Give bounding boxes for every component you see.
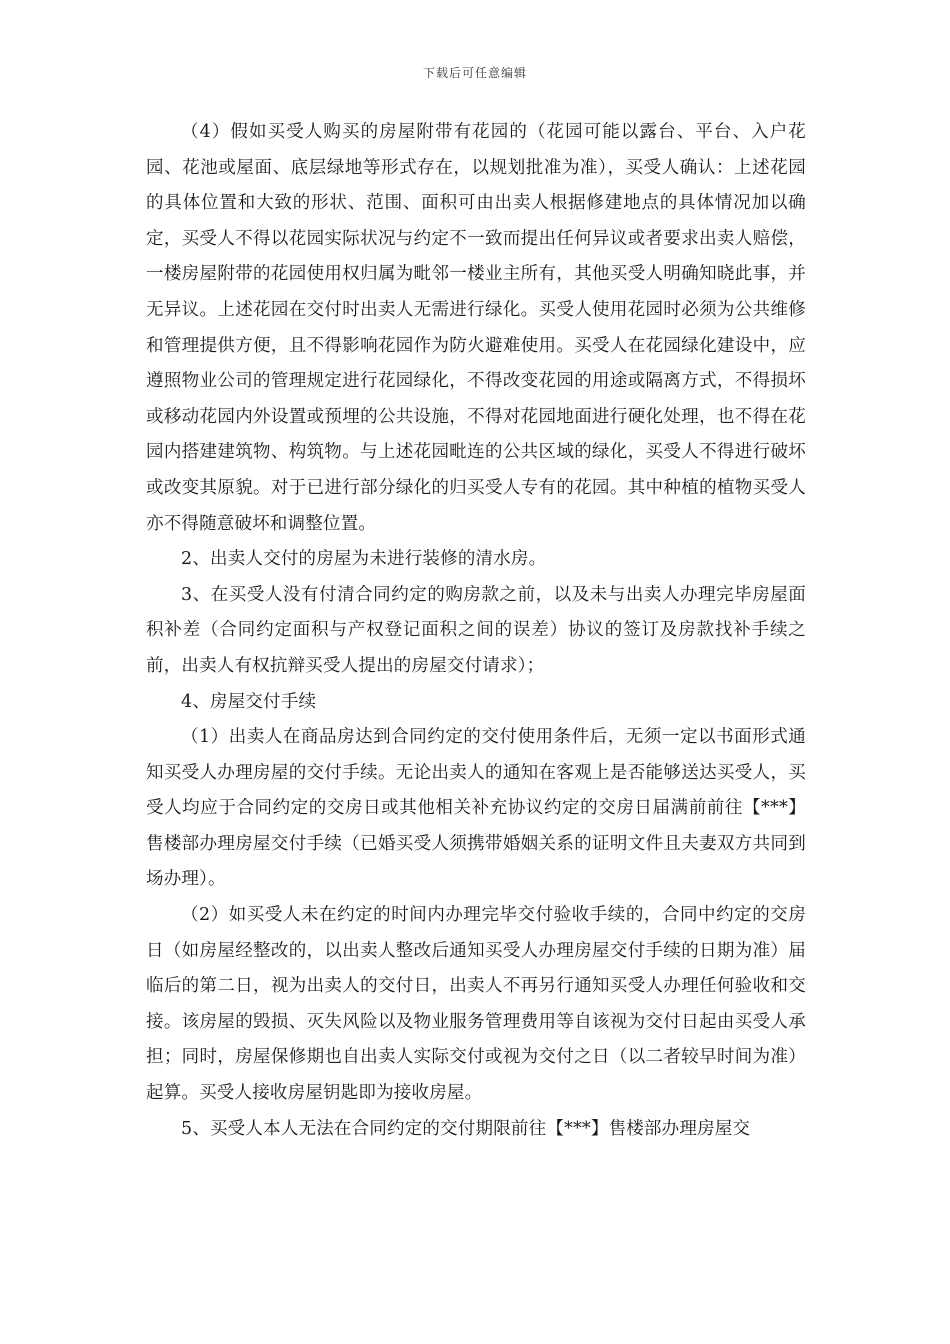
paragraph-clause-5: 5、买受人本人无法在合同约定的交付期限前往【***】售楼部办理房屋交 [181,1118,751,1139]
paragraph-clause-3: 3、在买受人没有付清合同约定的购房款之前，以及未与出卖人办理完毕房屋面积补差（合同约定面积与产权登记面积之间的误差）协议的签订及房款找补手续之前，出卖人有权抗辩买受人提出的房屋交付请求）； [146,584,806,676]
paragraph-clause-4-2: （2）如买受人未在约定的时间内办理完毕交付验收手续的，合同中约定的交房日（如房屋经整改的，以出卖人整改后通知买受人办理房屋交付手续的日期为准）届临后的第二日，视为出卖人的交付日，出卖人不再另行通知买受人办理任何验收和交接。该房屋的毁损、灭失风险以及物业服务管理费用等自该视为交付日起由买受人承担；同时，房屋保修期也自出卖人实际交付或视为交付之日（以二者较早时间为准）起算。买受人接收房屋钥匙即为接收房屋。 [146,905,806,1104]
header-note: 下载后可任意编辑 [422,66,527,80]
document-body [146,115,806,1147]
paragraph-clause-4-1: （1）出卖人在商品房达到合同约定的交付使用条件后，无须一定以书面形式通知买受人办理房屋的交付手续。无论出卖人的通知在客观上是否能够送达买受人，买受人均应于合同约定的交房日或其他相关补充协议约定的交房日届满前前往【***】售楼部办理房屋交付手续（已婚买受人须携带婚姻关系的证明文件且夫妻双方共同到场办理）。 [146,727,806,890]
paragraph-clause-2: 2、出卖人交付的房屋为未进行装修的清水房。 [181,549,547,570]
paragraph-garden-clause: （4）假如买受人购买的房屋附带有花园的（花园可能以露台、平台、入户花园、花池或屋面、底层绿地等形式存在，以规划批准为准），买受人确认：上述花园的具体位置和大致的形状、范围、面积可由出卖人根据修建地点的具体情况加以确定，买受人不得以花园实际状况与约定不一致而提出任何异议或者要求出卖人赔偿，一楼房屋附带的花园使用权归属为毗邻一楼业主所有，其他买受人明确知晓此事，并无异议。上述花园在交付时出卖人无需进行绿化。买受人使用花园时必须为公共维修和管理提供方便，且不得影响花园作为防火避难使用。买受人在花园绿化建设中，应遵照物业公司的管理规定进行花园绿化，不得改变花园的用途或隔离方式，不得损坏或移动花园内外设置或预埋的公共设施，不得对花园地面进行硬化处理，也不得在花园内搭建建筑物、构筑物。与上述花园毗连的公共区域的绿化，买受人不得进行破坏或改变其原貌。对于已进行部分绿化的归买受人专有的花园。其中种植的植物买受人亦不得随意破坏和调整位置。 [146,122,806,534]
paragraph-clause-4-title: 4、房屋交付手续 [181,691,317,712]
